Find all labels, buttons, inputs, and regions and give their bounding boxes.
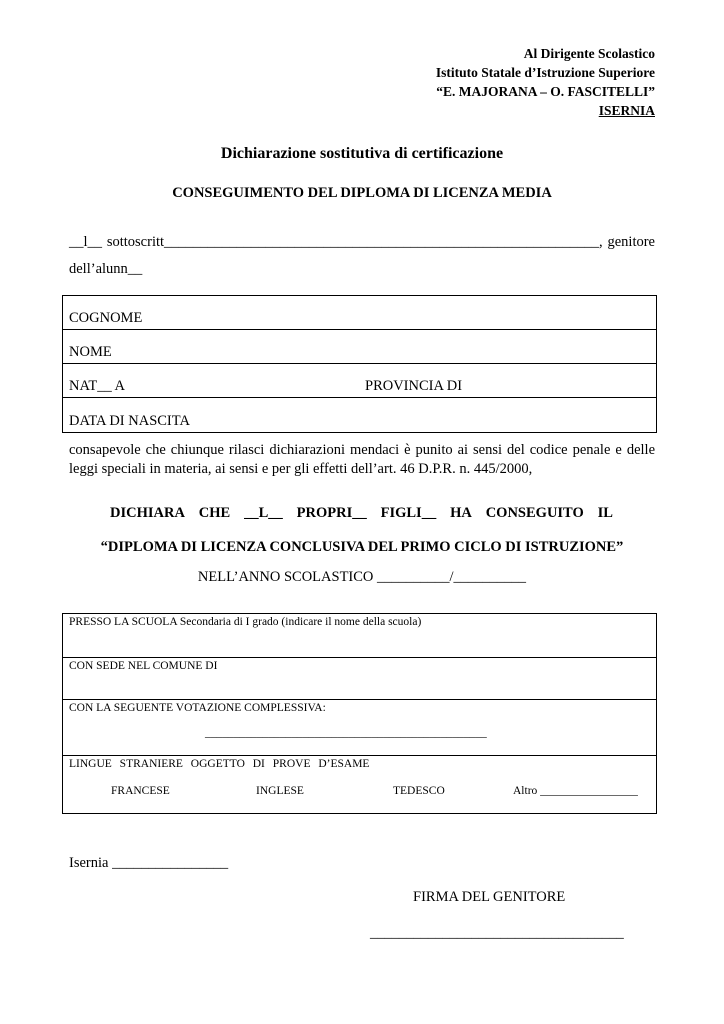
own-blank[interactable]: PROPRI__ [296, 505, 367, 521]
language-option-french[interactable]: FRANCESE [111, 785, 170, 797]
legal-awareness-text: consapevole che chiunque rilasci dichiarazioni mendaci è punito ai sensi del codice penale e delle leggi speciali in materia, ai sensi e per gli effetti dell’art. 46 D.P.R. n. 445/2000, [69, 442, 655, 477]
child-blank[interactable]: FIGLI__ [380, 505, 437, 521]
signature-label: FIRMA DEL GENITORE [413, 889, 566, 905]
declare-word: IL [597, 505, 613, 521]
final-grade-label: CON LA SEGUENTE VOTAZIONE COMPLESSIVA: [69, 702, 326, 714]
parent-label: genitore [607, 234, 655, 250]
signature-line[interactable]: ___________________________________ [370, 925, 624, 941]
school-year-field[interactable]: NELL’ANNO SCOLASTICO __________/__________ [197, 569, 527, 585]
document-subtitle: CONSEGUIMENTO DEL DIPLOMA DI LICENZA MEDIA [172, 185, 552, 201]
article-blank[interactable]: __L__ [244, 505, 283, 521]
languages-label: LINGUE STRANIERE OGGETTO DI PROVE D’ESAME [69, 758, 370, 770]
final-grade-blank[interactable]: _________________________________________________ [205, 727, 487, 739]
school-name-row[interactable] [63, 614, 656, 658]
declaration-line [110, 505, 613, 522]
declare-word: DICHIARA [110, 505, 185, 521]
surname-row[interactable] [63, 296, 656, 330]
province-label: PROVINCIA DI [365, 378, 463, 394]
birthplace-label: NAT__ A [69, 378, 125, 394]
school-info-table [62, 613, 657, 814]
school-name-label: PRESSO LA SCUOLA Secondaria di I grado (indicare il nome della scuola) [69, 616, 422, 628]
addressee-block [325, 44, 655, 120]
gender-blank[interactable]: __l__ [69, 234, 103, 250]
school-town-label: CON SEDE NEL COMUNE DI [69, 660, 218, 672]
languages-row [63, 756, 656, 813]
addressee-line-3: “E. MAJORANA – O. FASCITELLI” [436, 84, 655, 99]
final-grade-row[interactable] [63, 700, 656, 756]
student-data-table [62, 295, 657, 433]
name-label: NOME [69, 344, 112, 360]
addressee-line-1: Al Dirigente Scolastico [523, 46, 655, 61]
language-option-other[interactable]: Altro _________________ [513, 785, 638, 797]
surname-label: COGNOME [69, 310, 143, 326]
addressee-line-2: Istituto Statale d’Istruzione Superiore [435, 65, 655, 80]
addressee-city: ISERNIA [598, 103, 655, 118]
language-option-english[interactable]: INGLESE [256, 785, 304, 797]
place-date-field[interactable]: Isernia ________________ [69, 855, 229, 871]
student-label: dell’alunn__ [69, 261, 143, 277]
declare-word: CONSEGUITO [485, 505, 584, 521]
declare-word: HA [450, 505, 472, 521]
birthplace-row[interactable] [63, 364, 656, 398]
diploma-title: “DIPLOMA DI LICENZA CONCLUSIVA DEL PRIMO CICLO DI ISTRUZIONE” [100, 539, 624, 555]
language-option-german[interactable]: TEDESCO [393, 785, 445, 797]
document-title: Dichiarazione sostitutiva di certificazione [220, 145, 504, 162]
school-town-row[interactable] [63, 658, 656, 700]
declare-word: CHE [198, 505, 231, 521]
intro-line-1 [69, 234, 655, 251]
birthdate-label: DATA DI NASCITA [69, 413, 190, 429]
birthdate-row[interactable] [63, 398, 656, 432]
name-row[interactable] [63, 330, 656, 364]
undersigned-field[interactable]: sottoscritt____________________________________________________________, [106, 234, 603, 250]
